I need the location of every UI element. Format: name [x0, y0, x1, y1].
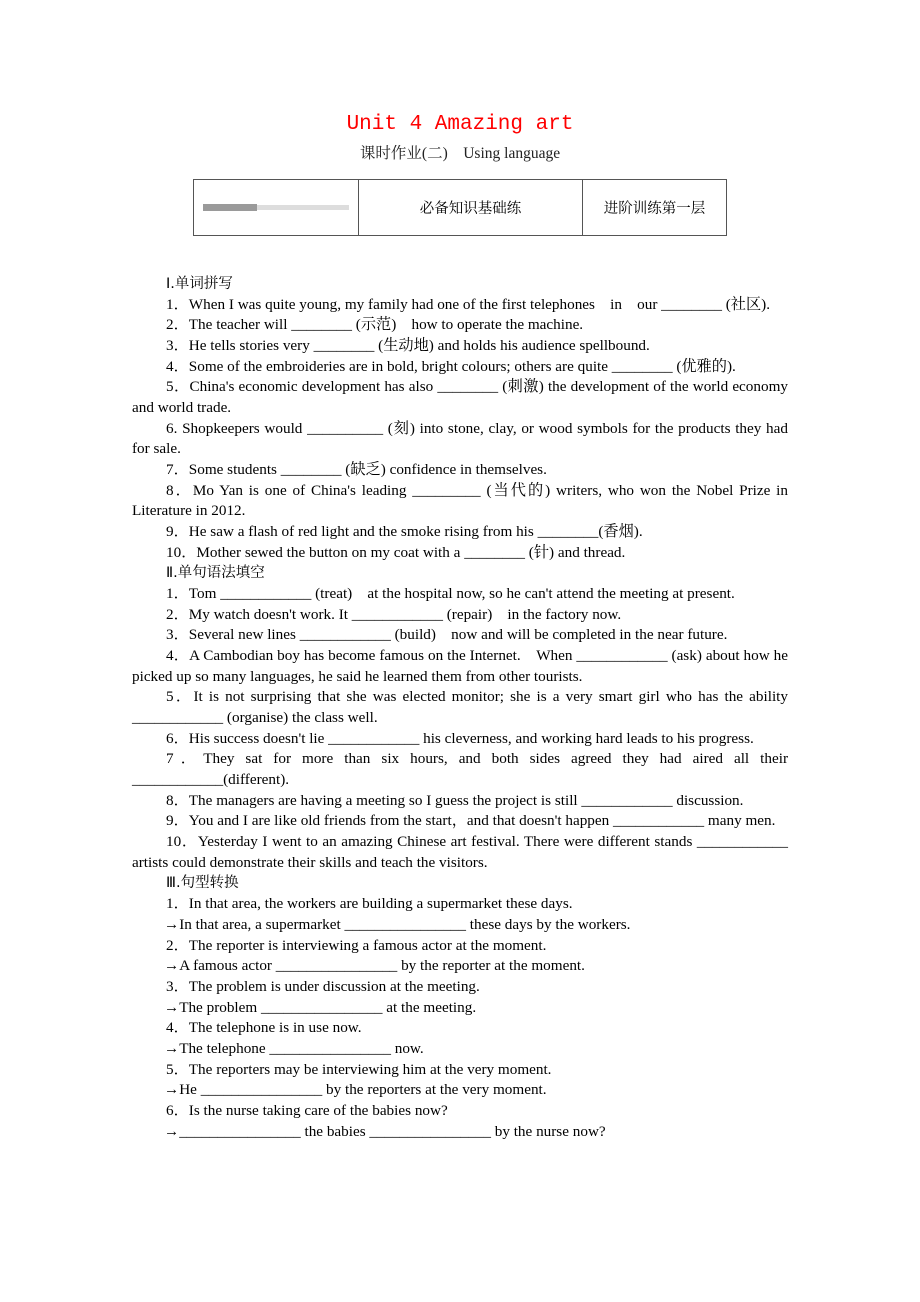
header-table	[193, 179, 727, 236]
exercise-item: 10．Mother sewed the button on my coat with a ________ (针) and thread.	[166, 543, 626, 561]
exercise-item: 2．The reporter is interviewing a famous actor at the moment.	[166, 936, 547, 954]
rewrite-answer-line: →________________ the babies ________________ by the nurse now?	[164, 1122, 606, 1140]
rewrite-answer-line: →The problem ________________ at the meeting.	[164, 998, 477, 1016]
exercise-content	[132, 274, 788, 1142]
exercise-item: 3．He tells stories very ________ (生动地) and holds his audience spellbound.	[166, 337, 650, 355]
rewrite-answer-line: →He ________________ by the reporters at the very moment.	[164, 1081, 547, 1099]
section-heading: Ⅲ.句型转换	[166, 875, 239, 892]
basic-practice-label: 必备知识基础练	[359, 180, 583, 236]
exercise-item: 5．China's economic development has also ________ (刺激) the development of the world economy and world trade.	[132, 378, 788, 417]
exercise-item: 2．My watch doesn't work. It ____________ (repair) in the factory now.	[166, 605, 622, 623]
progress-cell	[194, 180, 359, 236]
exercise-item: 1．In that area, the workers are building a supermarket these days.	[166, 895, 573, 913]
exercise-item: 4．A Cambodian boy has become famous on the Internet. When ____________ (ask) about how he picked up so many languages, he said he learned them from other tourists.	[132, 647, 788, 685]
advanced-practice-label: 进阶训练第一层	[583, 180, 727, 236]
exercise-item: 3．The problem is under discussion at the meeting.	[166, 977, 480, 995]
exercise-item: 4．Some of the embroideries are in bold, bright colours; others are quite ________ (优雅的).	[166, 357, 736, 375]
exercise-item: 10．Yesterday I went to an amazing Chinese art festival. There were different stands ____________ artists could demonstrate their skills and teach the visitors.	[132, 833, 788, 871]
exercise-item: 7．Some students ________ (缺乏) confidence in themselves.	[166, 461, 547, 479]
rewrite-answer-line: →In that area, a supermarket ________________ these days by the workers.	[164, 915, 631, 933]
exercise-item: 1．When I was quite young, my family had one of the first telephones in our ________ (社区).	[166, 295, 771, 313]
exercise-item: 5．The reporters may be interviewing him at the very moment.	[166, 1060, 552, 1078]
exercise-item: 9．He saw a flash of red light and the smoke rising from his ________(香烟).	[166, 523, 643, 541]
rewrite-answer-line: →A famous actor ________________ by the reporter at the moment.	[164, 957, 585, 975]
exercise-item: 3．Several new lines ____________ (build) now and will be completed in the near future.	[166, 626, 728, 644]
exercise-item: 6．His success doesn't lie ____________ his cleverness, and working hard leads to his progress.	[166, 729, 754, 747]
progress-bar	[203, 205, 349, 210]
exercise-item: 2．The teacher will ________ (示范) how to operate the machine.	[166, 316, 584, 334]
exercise-item: 7．They sat for more than six hours, and both sides agreed they had aired all their ____________(different).	[132, 750, 788, 789]
section-heading: Ⅱ.单句语法填空	[166, 565, 265, 582]
exercise-item: 6．Is the nurse taking care of the babies now?	[166, 1101, 448, 1119]
section-heading: Ⅰ.单词拼写	[166, 276, 233, 292]
exercise-item: 1．Tom ____________ (treat) at the hospital now, so he can't attend the meeting at present.	[166, 585, 735, 603]
exercise-item: 8．The managers are having a meeting so I guess the project is still ____________ discussion.	[166, 791, 744, 809]
page-subtitle: 课时作业(二) Using language	[359, 145, 561, 162]
exercise-item: 6. Shopkeepers would __________ (刻) into stone, clay, or wood symbols for the products they had for sale.	[132, 419, 788, 458]
page-title: Unit 4 Amazing art	[346, 113, 574, 136]
rewrite-answer-line: →The telephone ________________ now.	[164, 1039, 424, 1057]
exercise-item: 9．You and I are like old friends from the start，and that doesn't happen ____________ many men.	[166, 812, 776, 830]
exercise-item: 8．Mo Yan is one of China's leading _________ (当代的) writers, who won the Nobel Prize in Literature in 2012.	[132, 481, 788, 520]
exercise-item: 4．The telephone is in use now.	[166, 1019, 362, 1037]
exercise-item: 5．It is not surprising that she was elected monitor; she is a very smart girl who has the ability ____________ (organise) the class well.	[132, 688, 788, 727]
